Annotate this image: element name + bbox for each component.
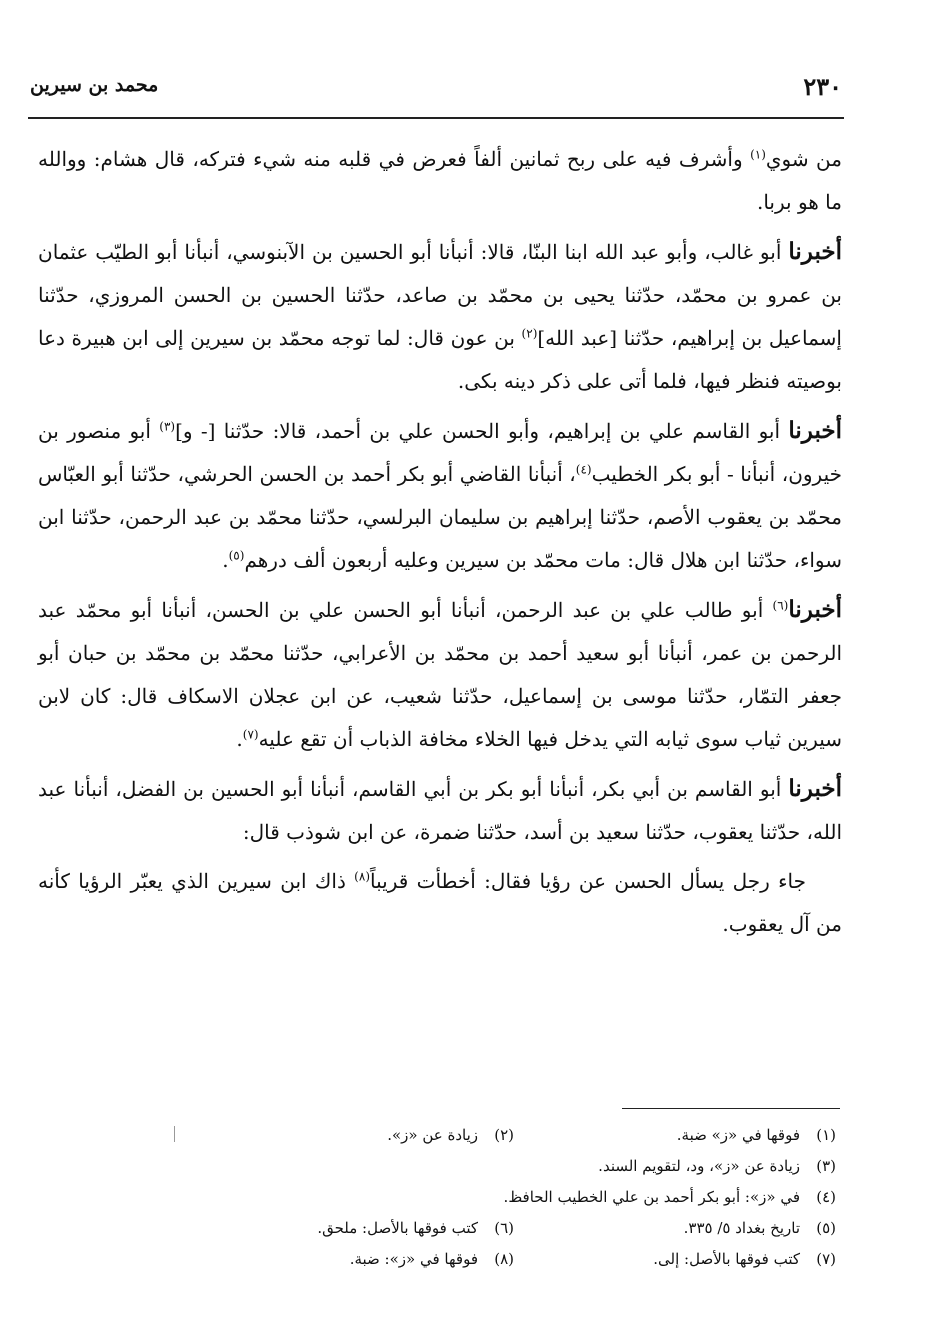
footnote xyxy=(150,1120,514,1151)
running-title: محمد بن سيرين xyxy=(30,74,159,96)
footnote-number: (٣) xyxy=(816,1157,836,1175)
footnote xyxy=(150,1244,514,1275)
footnotes xyxy=(150,1120,836,1275)
footnote-number: (٢) xyxy=(494,1126,514,1144)
text-segment: ذاك ابن سيرين الذي يعبّر الرؤيا كأنه من آل يعقوب. xyxy=(38,869,842,936)
text-segment: أبو منصور بن خيرون، أنبأنا - أبو بكر الخطيب xyxy=(38,419,842,486)
page-number: ٢٣٠ xyxy=(803,72,842,101)
footnote-text: زيادة عن «ز». xyxy=(387,1126,478,1144)
text-segment: من شوي xyxy=(765,147,842,171)
main-text xyxy=(38,138,842,952)
footnote-row xyxy=(150,1182,836,1213)
footnote-ref: (٤) xyxy=(575,462,592,477)
footnote-text: تاريخ بغداد ٥/ ٣٣٥. xyxy=(683,1219,800,1237)
footnote-divider xyxy=(622,1108,840,1109)
footnote-row xyxy=(150,1120,836,1151)
footnote-text: فوقها في «ز» ضبة. xyxy=(676,1126,800,1144)
text-segment: أبو القاسم بن أبي بكر، أنبأنا أبو بكر بن أبي القاسم، أنبأنا أبو الحسين بن الفضل، أنبأنا عبد الله، حدّثنا يعقوب، حدّثنا سعيد بن أسد، حدّثنا ضمرة، عن ابن شوذب قال: xyxy=(38,777,842,844)
footnote-number: (٦) xyxy=(494,1219,514,1237)
footnote-ref: (١) xyxy=(750,147,766,162)
paragraph xyxy=(38,230,842,403)
text-segment: . xyxy=(222,548,229,572)
paragraph xyxy=(38,588,842,761)
text-segment: جاء رجل يسأل الحسن عن رؤيا فقال: أخطأت قريباً xyxy=(370,869,806,893)
footnote-text: كتب فوقها بالأصل: ملحق. xyxy=(317,1219,478,1237)
footnote-ref: (٦) xyxy=(772,598,789,613)
page-header xyxy=(30,72,842,112)
footnote-row xyxy=(150,1151,836,1182)
footnote-number: (١) xyxy=(816,1126,836,1144)
header-divider xyxy=(28,117,844,119)
text-segment: بن عون قال: لما توجه محمّد بن سيرين إلى ابن هبيرة دعا بوصيته فنظر فيها، فلما أتى على ذكر دينه بكى. xyxy=(38,326,842,393)
paragraph-keyword: أخبرنا xyxy=(788,596,842,623)
footnote-text: فوقها في «ز»: ضبة. xyxy=(349,1250,478,1268)
footnote-ref: (٨) xyxy=(354,869,370,884)
footnote xyxy=(514,1244,836,1275)
footnote-text: زيادة عن «ز»، ود، لتقويم السند. xyxy=(598,1157,800,1175)
footnote-row xyxy=(150,1244,836,1275)
footnote-ref: (٢) xyxy=(521,326,538,341)
paragraph xyxy=(38,409,842,582)
text-segment: وأشرف فيه على ربح ثمانين ألفاً فعرض في قلبه منه شيء فتركه، قال هشام: ووالله ما هو بربا. xyxy=(38,147,842,214)
footnote-ref: (٧) xyxy=(242,727,259,742)
text-segment: أبو القاسم علي بن إبراهيم، وأبو الحسن علي بن أحمد، قالا: حدّثنا [- و] xyxy=(175,419,789,443)
text-segment: . xyxy=(236,727,243,751)
text-segment: أبو طالب علي بن عبد الرحمن، أنبأنا أبو الحسن علي بن الحسن، أنبأنا أبو محمّد عبد الرحمن بن عمر، أنبأنا أبو سعيد أحمد بن محمّد بن الأعرابي، حدّثنا محمّد بن محمّد بن حبان أبو جعفر التمّار، حدّثنا موسى بن إسماعيل، حدّثنا شعيب، عن ابن عجلان الاسكاف قال: كان لابن سيرين ثياب سوى ثيابه التي يدخل فيها الخلاء مخافة الذباب أن تقع عليه xyxy=(38,598,843,751)
footnote-ref: (٥) xyxy=(228,548,245,563)
footnote xyxy=(150,1213,514,1244)
footnote-number: (٧) xyxy=(816,1250,836,1268)
paragraph-keyword: أخبرنا xyxy=(788,775,842,802)
footnote xyxy=(503,1182,836,1213)
text-segment: ، أنبأنا القاضي أبو بكر أحمد بن الحسن الحرشي، حدّثنا أبو العبّاس محمّد بن يعقوب الأصم، حدّثنا إبراهيم بن سليمان البرلسي، حدّثنا محمّد بن عبد الرحمن، حدّثنا ابن سواء، حدّثنا ابن هلال قال: مات محمّد بن سيرين وعليه أربعون ألف درهم xyxy=(38,462,842,572)
footnote-number: (٨) xyxy=(494,1250,514,1268)
footnote xyxy=(514,1213,836,1244)
footnote-text: كتب فوقها بالأصل: إلى. xyxy=(653,1250,800,1268)
footnote-ref: (٣) xyxy=(159,419,176,434)
footnote-number: (٥) xyxy=(816,1219,836,1237)
paragraph xyxy=(38,767,842,854)
footnote-row xyxy=(150,1213,836,1244)
footnote-number: (٤) xyxy=(816,1188,836,1206)
paragraph xyxy=(38,860,842,946)
paragraph-keyword: أخبرنا xyxy=(788,417,842,444)
paragraph xyxy=(38,138,842,224)
footnote xyxy=(514,1120,836,1151)
footnote-text: في «ز»: أبو بكر أحمد بن علي الخطيب الحافظ. xyxy=(503,1188,800,1206)
footnote xyxy=(514,1151,836,1182)
text-segment: أبو غالب، وأبو عبد الله ابنا البنّا، قالا: أنبأنا أبو الحسين بن الآبنوسي، أنبأنا أبو الطيّب عثمان بن عمرو بن محمّد، حدّثنا يحيى بن محمّد بن صاعد، حدّثنا الحسين بن الحسن المروزي، حدّثنا إسماعيل بن إبراهيم، حدّثنا [عبد الله] xyxy=(38,240,842,350)
paragraph-keyword: أخبرنا xyxy=(788,238,842,265)
